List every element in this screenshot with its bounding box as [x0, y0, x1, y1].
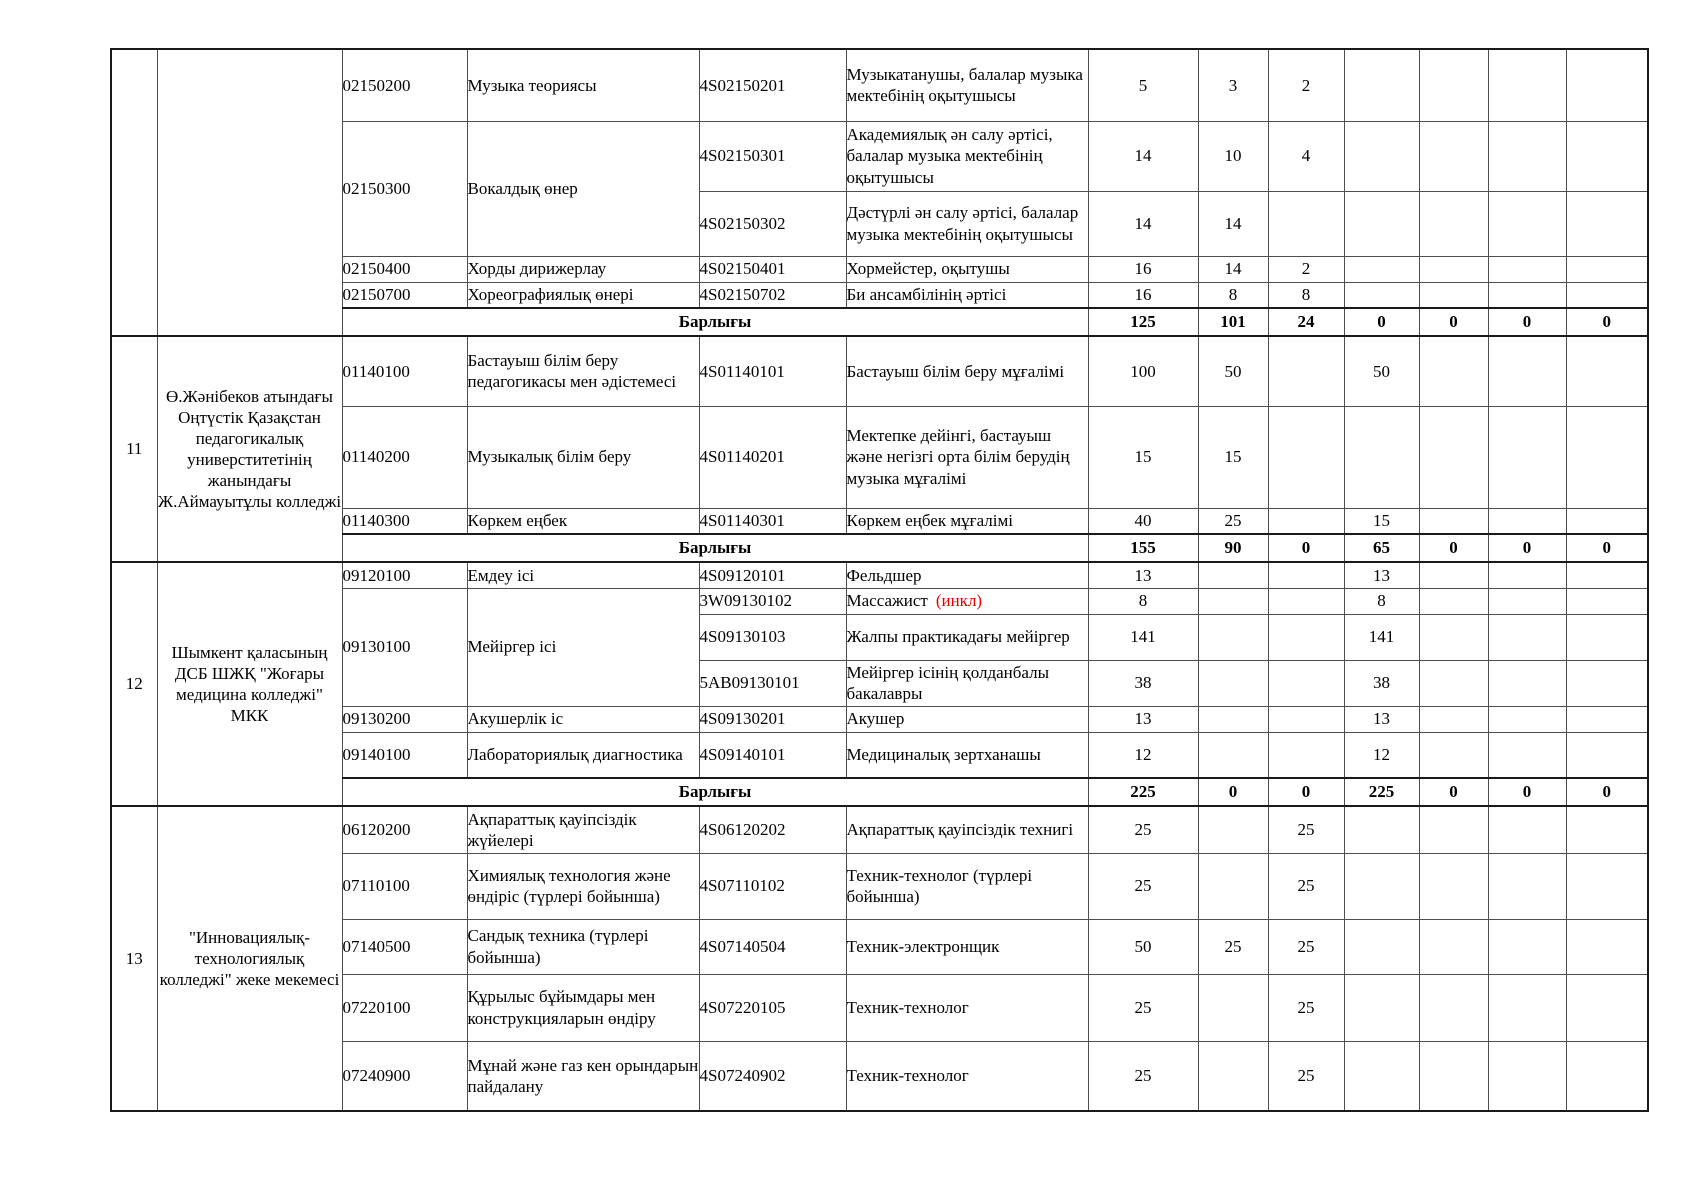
count-cell: 14: [1088, 121, 1198, 191]
count-cell: [1419, 919, 1488, 974]
specialty-cell: Мұнай және газ кен орындарын пайдалану: [467, 1041, 699, 1111]
college-name-cell: "Инновациялық-технологиялық колледжі" жеке мекемесі: [157, 806, 342, 1111]
count-cell: [1419, 853, 1488, 919]
count-cell: [1268, 508, 1344, 534]
spec-code-cell: 06120200: [342, 806, 467, 853]
count-cell: 2: [1268, 49, 1344, 121]
count-cell: 38: [1088, 660, 1198, 706]
total-value-cell: 225: [1344, 778, 1419, 806]
count-cell: [1198, 974, 1268, 1041]
count-cell: [1344, 1041, 1419, 1111]
count-cell: [1488, 614, 1566, 660]
count-cell: [1419, 508, 1488, 534]
total-value-cell: 0: [1488, 534, 1566, 562]
count-cell: [1566, 282, 1648, 308]
count-cell: 13: [1344, 562, 1419, 588]
count-cell: [1566, 1041, 1648, 1111]
count-cell: [1488, 121, 1566, 191]
count-cell: 141: [1088, 614, 1198, 660]
count-cell: 8: [1088, 588, 1198, 614]
total-value-cell: 0: [1488, 308, 1566, 336]
count-cell: [1419, 588, 1488, 614]
qual-name-cell: Техник-электронщик: [846, 919, 1088, 974]
total-label: Барлығы: [342, 534, 1088, 562]
count-cell: [1419, 1041, 1488, 1111]
qual-name-cell: Би ансамбілінің әртісі: [846, 282, 1088, 308]
total-value-cell: 24: [1268, 308, 1344, 336]
count-cell: [1566, 732, 1648, 778]
count-cell: [1419, 732, 1488, 778]
count-cell: [1566, 919, 1648, 974]
count-cell: 5: [1088, 49, 1198, 121]
qual-name-cell: [846, 588, 1088, 614]
count-cell: [1488, 919, 1566, 974]
specialty-cell: Мейіргер ісі: [467, 588, 699, 706]
count-cell: [1268, 588, 1344, 614]
count-cell: [1566, 562, 1648, 588]
qual-name-cell: Дәстүрлі ән салу әртісі, балалар музыка мектебінің оқытушысы: [846, 191, 1088, 256]
specialty-cell: Хорды дирижерлау: [467, 256, 699, 282]
count-cell: [1198, 706, 1268, 732]
count-cell: [1566, 806, 1648, 853]
count-cell: 14: [1198, 191, 1268, 256]
specialty-cell: Ақпараттық қауіпсіздік жүйелері: [467, 806, 699, 853]
qual-name-cell: Медициналық зертханашы: [846, 732, 1088, 778]
count-cell: [1488, 49, 1566, 121]
qual-name-text: Массажист: [846, 591, 928, 611]
spec-code-cell: 01140300: [342, 508, 467, 534]
incl-note: (инкл): [935, 591, 983, 611]
qual-code-cell: 4S01140101: [699, 336, 846, 406]
count-cell: 8: [1344, 588, 1419, 614]
qual-code-cell: 4S06120202: [699, 806, 846, 853]
count-cell: [1344, 919, 1419, 974]
spec-code-cell: 07140500: [342, 919, 467, 974]
row-number-cell: 13: [111, 806, 157, 1111]
total-value-cell: 90: [1198, 534, 1268, 562]
spec-code-cell: 07220100: [342, 974, 467, 1041]
count-cell: [1198, 614, 1268, 660]
spec-code-cell: 01140100: [342, 336, 467, 406]
count-cell: 13: [1088, 706, 1198, 732]
total-value-cell: 0: [1488, 778, 1566, 806]
specialty-cell: Химиялық технология және өндіріс (түрлері бойынша): [467, 853, 699, 919]
qual-code-cell: 4S09140101: [699, 732, 846, 778]
count-cell: [1419, 406, 1488, 508]
count-cell: 10: [1198, 121, 1268, 191]
college-name-cell: [157, 49, 342, 336]
total-value-cell: 65: [1344, 534, 1419, 562]
specialty-cell: Құрылыс бұйымдары мен конструкцияларын өндіру: [467, 974, 699, 1041]
count-cell: [1419, 660, 1488, 706]
count-cell: [1566, 660, 1648, 706]
count-cell: [1488, 732, 1566, 778]
count-cell: [1566, 508, 1648, 534]
qual-name-cell: Техник-технолог (түрлері бойынша): [846, 853, 1088, 919]
count-cell: 4: [1268, 121, 1344, 191]
qual-name-cell: Бастауыш білім беру мұғалімі: [846, 336, 1088, 406]
count-cell: [1344, 406, 1419, 508]
count-cell: [1488, 1041, 1566, 1111]
total-value-cell: 0: [1566, 778, 1648, 806]
count-cell: [1344, 121, 1419, 191]
count-cell: 8: [1198, 282, 1268, 308]
qual-code-cell: 4S02150301: [699, 121, 846, 191]
college-name-cell: Ө.Жәнібеков атындағы Оңтүстік Қазақстан педагогикалық универститетінің жанындағы Ж.Аймауытұлы колледжі: [157, 336, 342, 562]
count-cell: 16: [1088, 282, 1198, 308]
spec-code-cell: 09140100: [342, 732, 467, 778]
count-cell: [1419, 706, 1488, 732]
qual-name-cell: Фельдшер: [846, 562, 1088, 588]
count-cell: 15: [1088, 406, 1198, 508]
spec-code-cell: 02150400: [342, 256, 467, 282]
spec-code-cell: 02150700: [342, 282, 467, 308]
count-cell: [1344, 256, 1419, 282]
qual-code-cell: 5AB09130101: [699, 660, 846, 706]
count-cell: [1198, 660, 1268, 706]
count-cell: [1419, 806, 1488, 853]
count-cell: [1488, 336, 1566, 406]
qual-code-cell: 4S02150201: [699, 49, 846, 121]
count-cell: 25: [1198, 508, 1268, 534]
count-cell: [1198, 588, 1268, 614]
total-value-cell: 0: [1419, 308, 1488, 336]
count-cell: [1419, 121, 1488, 191]
count-cell: [1488, 588, 1566, 614]
count-cell: 12: [1088, 732, 1198, 778]
spec-code-cell: 02150200: [342, 49, 467, 121]
row-number-cell: 12: [111, 562, 157, 806]
count-cell: [1268, 406, 1344, 508]
count-cell: [1566, 706, 1648, 732]
count-cell: [1488, 974, 1566, 1041]
count-cell: [1566, 853, 1648, 919]
spec-code-cell: 09130100: [342, 588, 467, 706]
qual-code-cell: 4S09130201: [699, 706, 846, 732]
count-cell: [1198, 806, 1268, 853]
count-cell: 25: [1088, 806, 1198, 853]
count-cell: 25: [1268, 853, 1344, 919]
total-value-cell: 225: [1088, 778, 1198, 806]
count-cell: [1566, 588, 1648, 614]
count-cell: [1268, 336, 1344, 406]
count-cell: [1198, 562, 1268, 588]
qual-code-cell: 3W09130102: [699, 588, 846, 614]
specialty-cell: Хореографиялық өнері: [467, 282, 699, 308]
count-cell: [1488, 282, 1566, 308]
count-cell: 25: [1268, 1041, 1344, 1111]
specialty-cell: Лабораториялық диагностика: [467, 732, 699, 778]
count-cell: [1268, 614, 1344, 660]
count-cell: 25: [1088, 853, 1198, 919]
qual-name-cell: Мектепке дейінгі, бастауыш және негізгі орта білім берудің музыка мұғалімі: [846, 406, 1088, 508]
count-cell: [1268, 706, 1344, 732]
count-cell: [1488, 406, 1566, 508]
total-value-cell: 0: [1198, 778, 1268, 806]
specialty-cell: Емдеу ісі: [467, 562, 699, 588]
count-cell: [1344, 974, 1419, 1041]
qual-code-cell: 4S01140301: [699, 508, 846, 534]
count-cell: [1488, 853, 1566, 919]
count-cell: [1566, 49, 1648, 121]
count-cell: [1344, 282, 1419, 308]
row-number-cell: [111, 49, 157, 336]
qual-code-cell: 4S09120101: [699, 562, 846, 588]
count-cell: [1419, 191, 1488, 256]
spec-code-cell: 09120100: [342, 562, 467, 588]
count-cell: 14: [1088, 191, 1198, 256]
count-cell: 25: [1268, 806, 1344, 853]
count-cell: 14: [1198, 256, 1268, 282]
count-cell: 15: [1344, 508, 1419, 534]
count-cell: 25: [1088, 974, 1198, 1041]
count-cell: [1344, 853, 1419, 919]
count-cell: 38: [1344, 660, 1419, 706]
count-cell: [1419, 562, 1488, 588]
count-cell: [1198, 1041, 1268, 1111]
specialty-cell: Акушерлік іс: [467, 706, 699, 732]
count-cell: [1566, 191, 1648, 256]
count-cell: [1488, 660, 1566, 706]
count-cell: [1566, 336, 1648, 406]
spec-code-cell: 07110100: [342, 853, 467, 919]
total-value-cell: 0: [1268, 534, 1344, 562]
qual-code-cell: 4S07240902: [699, 1041, 846, 1111]
count-cell: [1488, 562, 1566, 588]
qual-code-cell: 4S02150401: [699, 256, 846, 282]
specialty-cell: Вокалдық өнер: [467, 121, 699, 256]
count-cell: 8: [1268, 282, 1344, 308]
count-cell: 40: [1088, 508, 1198, 534]
count-cell: 25: [1268, 919, 1344, 974]
count-cell: [1566, 614, 1648, 660]
qual-name-cell: Музыкатанушы, балалар музыка мектебінің оқытушысы: [846, 49, 1088, 121]
count-cell: [1344, 806, 1419, 853]
count-cell: [1198, 732, 1268, 778]
count-cell: 13: [1088, 562, 1198, 588]
qual-name-cell: Ақпараттық қауіпсіздік технигі: [846, 806, 1088, 853]
count-cell: 3: [1198, 49, 1268, 121]
count-cell: [1198, 853, 1268, 919]
count-cell: 16: [1088, 256, 1198, 282]
qual-code-cell: 4S02150302: [699, 191, 846, 256]
total-value-cell: 101: [1198, 308, 1268, 336]
total-value-cell: 0: [1419, 534, 1488, 562]
count-cell: 100: [1088, 336, 1198, 406]
count-cell: [1419, 614, 1488, 660]
count-cell: 15: [1198, 406, 1268, 508]
total-value-cell: 0: [1344, 308, 1419, 336]
qual-code-cell: 4S09130103: [699, 614, 846, 660]
qual-name-cell: Жалпы практикадағы мейіргер: [846, 614, 1088, 660]
total-label: Барлығы: [342, 778, 1088, 806]
specialty-cell: Сандық техника (түрлері бойынша): [467, 919, 699, 974]
total-label: Барлығы: [342, 308, 1088, 336]
spec-code-cell: 09130200: [342, 706, 467, 732]
count-cell: [1344, 191, 1419, 256]
qual-name-cell: Техник-технолог: [846, 1041, 1088, 1111]
specialty-cell: Музыкалық білім беру: [467, 406, 699, 508]
qual-code-cell: 4S07220105: [699, 974, 846, 1041]
college-name-cell: Шымкент қаласының ДСБ ШЖҚ "Жоғары медицина колледжі" МКК: [157, 562, 342, 806]
total-value-cell: 0: [1566, 308, 1648, 336]
count-cell: [1268, 732, 1344, 778]
count-cell: [1419, 282, 1488, 308]
count-cell: 25: [1198, 919, 1268, 974]
count-cell: [1268, 191, 1344, 256]
total-value-cell: 155: [1088, 534, 1198, 562]
count-cell: 141: [1344, 614, 1419, 660]
count-cell: [1488, 806, 1566, 853]
specialty-cell: Музыка теориясы: [467, 49, 699, 121]
spec-code-cell: 02150300: [342, 121, 467, 256]
count-cell: 25: [1268, 974, 1344, 1041]
count-cell: 50: [1344, 336, 1419, 406]
admissions-table: [110, 48, 1649, 1112]
qual-code-cell: 4S01140201: [699, 406, 846, 508]
count-cell: [1419, 256, 1488, 282]
count-cell: [1419, 336, 1488, 406]
count-cell: [1566, 406, 1648, 508]
qual-name-cell: Хормейстер, оқытушы: [846, 256, 1088, 282]
specialty-cell: Бастауыш білім беру педагогикасы мен әдістемесі: [467, 336, 699, 406]
total-value-cell: 125: [1088, 308, 1198, 336]
count-cell: 13: [1344, 706, 1419, 732]
qual-code-cell: 4S07140504: [699, 919, 846, 974]
count-cell: 50: [1198, 336, 1268, 406]
qual-code-cell: 4S02150702: [699, 282, 846, 308]
specialty-cell: Көркем еңбек: [467, 508, 699, 534]
count-cell: 12: [1344, 732, 1419, 778]
qual-name-cell: Көркем еңбек мұғалімі: [846, 508, 1088, 534]
count-cell: [1488, 256, 1566, 282]
count-cell: [1566, 256, 1648, 282]
total-value-cell: 0: [1268, 778, 1344, 806]
total-value-cell: 0: [1419, 778, 1488, 806]
count-cell: [1344, 49, 1419, 121]
total-value-cell: 0: [1566, 534, 1648, 562]
spec-code-cell: 07240900: [342, 1041, 467, 1111]
count-cell: 50: [1088, 919, 1198, 974]
qual-name-cell: Мейіргер ісінің қолданбалы бакалавры: [846, 660, 1088, 706]
count-cell: [1488, 191, 1566, 256]
count-cell: [1419, 974, 1488, 1041]
spec-code-cell: 01140200: [342, 406, 467, 508]
count-cell: [1488, 508, 1566, 534]
qual-name-cell: Акушер: [846, 706, 1088, 732]
qual-name-cell: Техник-технолог: [846, 974, 1088, 1041]
count-cell: [1566, 121, 1648, 191]
qual-code-cell: 4S07110102: [699, 853, 846, 919]
count-cell: 25: [1088, 1041, 1198, 1111]
count-cell: [1566, 974, 1648, 1041]
count-cell: [1488, 706, 1566, 732]
count-cell: 2: [1268, 256, 1344, 282]
row-number-cell: 11: [111, 336, 157, 562]
count-cell: [1268, 562, 1344, 588]
qual-name-cell: Академиялық ән салу әртісі, балалар музыка мектебінің оқытушысы: [846, 121, 1088, 191]
count-cell: [1268, 660, 1344, 706]
count-cell: [1419, 49, 1488, 121]
